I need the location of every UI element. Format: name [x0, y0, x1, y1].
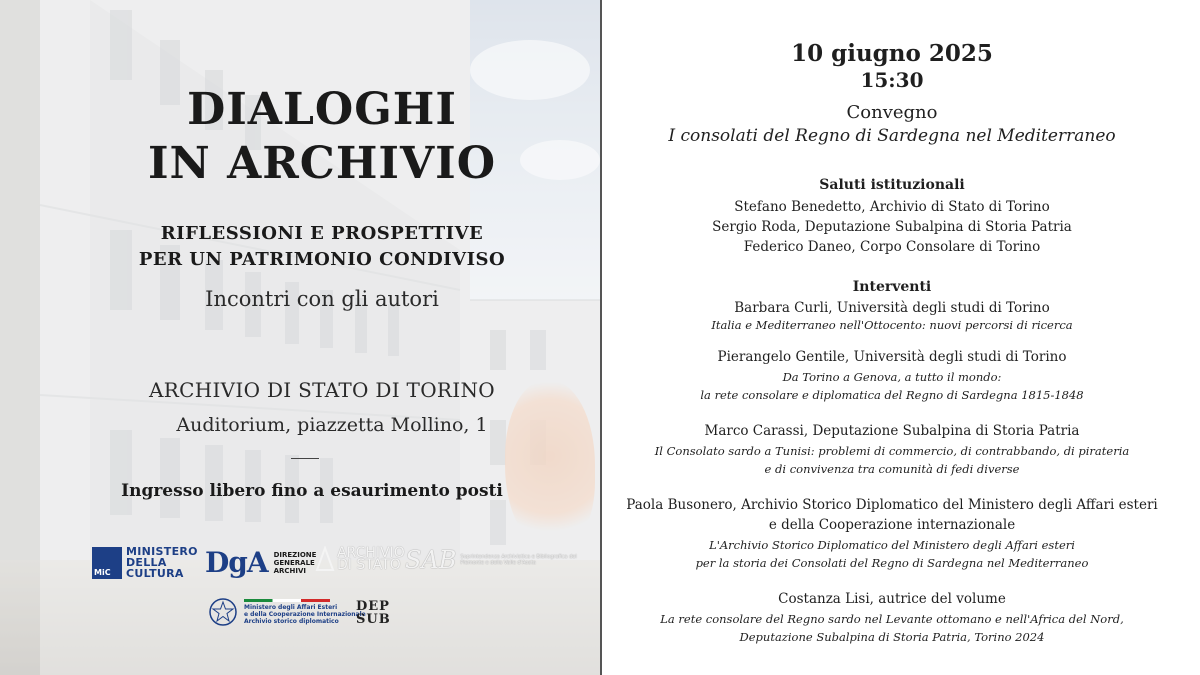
dga-logo-icon: DgA [205, 546, 268, 579]
interventi-heading: Interventi [852, 279, 932, 295]
saluti-heading: Saluti istituzionali [819, 177, 965, 193]
depsub-logo-text: DEP SUB [356, 599, 391, 627]
event-type: Convegno [846, 102, 938, 123]
poster-series-name: Incontri con gli autori [205, 287, 439, 311]
talk-title: e di convivenza tra comunità di fedi diverse [764, 462, 1020, 476]
italian-flag-bar [244, 599, 330, 602]
talk-title: per la storia dei Consolati del Regno di Sardegna nel Mediterraneo [695, 556, 1089, 570]
mic-logo-text: MINISTERO DELLA CULTURA [126, 545, 198, 580]
event-time: 15:30 [860, 68, 924, 92]
talk-speaker: Marco Carassi, Deputazione Subalpina di Storia Patria [704, 423, 1080, 439]
event-title: I consolati del Regno di Sardegna nel Mediterraneo [668, 126, 1116, 146]
talk-title: Da Torino a Genova, a tutto il mondo: [782, 370, 1002, 384]
mic-logo-icon: MiC [92, 547, 122, 579]
logo-ministero-cultura [92, 546, 198, 579]
dga-logo-text: DIREZIONE GENERALE ARCHIVI [273, 550, 317, 575]
talk-speaker: Barbara Curli, Università degli studi di Torino [734, 300, 1050, 316]
logo-soprintendenza-archivistica [405, 546, 580, 574]
poster-title-line-2: IN ARCHIVIO [147, 138, 497, 189]
saluti-person: Sergio Roda, Deputazione Subalpina di Storia Patria [712, 219, 1072, 235]
maeci-logo-text: Ministero degli Affari Esteri e della Cooperazione Internazionale Archivio storico diplomatico [244, 599, 366, 625]
venue-name: ARCHIVIO DI STATO DI TORINO [149, 378, 495, 402]
program-panel [602, 0, 1200, 675]
saluti-person: Federico Daneo, Corpo Consolare di Torino [743, 239, 1041, 255]
talk-title: Il Consolato sardo a Tunisi: problemi di commercio, di contrabbando, di pirateria [654, 444, 1130, 458]
saluti-person: Stefano Benedetto, Archivio di Stato di Torino [734, 199, 1050, 215]
sab-logo-icon: SAB [405, 546, 457, 574]
talk-title: Deputazione Subalpina di Storia Patria, Torino 2024 [739, 630, 1045, 644]
italian-emblem-icon [208, 597, 238, 627]
divider-line [291, 458, 319, 459]
poster-subtitle-line-2: PER UN PATRIMONIO CONDIVISO [138, 249, 506, 270]
logo-deputazione-subalpina [356, 600, 391, 626]
venue-address: Auditorium, piazzetta Mollino, 1 [176, 414, 488, 436]
event-date: 10 giugno 2025 [791, 40, 993, 67]
talk-speaker: e della Cooperazione internazionale [768, 517, 1016, 533]
archivio-di-stato-logo-icon [315, 546, 335, 572]
logo-archivio-di-stato [315, 546, 405, 572]
poster-subtitle-line-1: RIFLESSIONI E PROSPETTIVE [160, 223, 484, 244]
talk-title: la rete consolare e diplomatica del Regno di Sardegna 1815-1848 [700, 388, 1084, 402]
poster-title-line-1: DIALOGHI [187, 84, 457, 135]
sab-logo-text: Soprintendenza Archivistica e Bibliografica del Piemonte e della Valle d'Aosta [460, 554, 577, 566]
logo-direzione-generale-archivi [205, 546, 316, 579]
archivio-di-stato-logo-text: ARCHIVIO DI STATO [337, 545, 405, 573]
entry-note: Ingresso libero fino a esaurimento posti [121, 481, 503, 501]
talk-title: L'Archivio Storico Diplomatico del Ministero degli Affari esteri [709, 538, 1075, 552]
talk-speaker: Costanza Lisi, autrice del volume [778, 591, 1006, 607]
background-veil [0, 0, 40, 675]
talk-speaker: Paola Busonero, Archivio Storico Diplomatico del Ministero degli Affari esteri [626, 497, 1158, 513]
talk-title: La rete consolare del Regno sardo nel Levante ottomano e nell'Africa del Nord, [660, 612, 1124, 626]
talk-title: Italia e Mediterraneo nell'Ottocento: nuovi percorsi di ricerca [711, 318, 1073, 332]
logo-ministero-affari-esteri [208, 597, 366, 627]
talk-speaker: Pierangelo Gentile, Università degli studi di Torino [717, 349, 1067, 365]
